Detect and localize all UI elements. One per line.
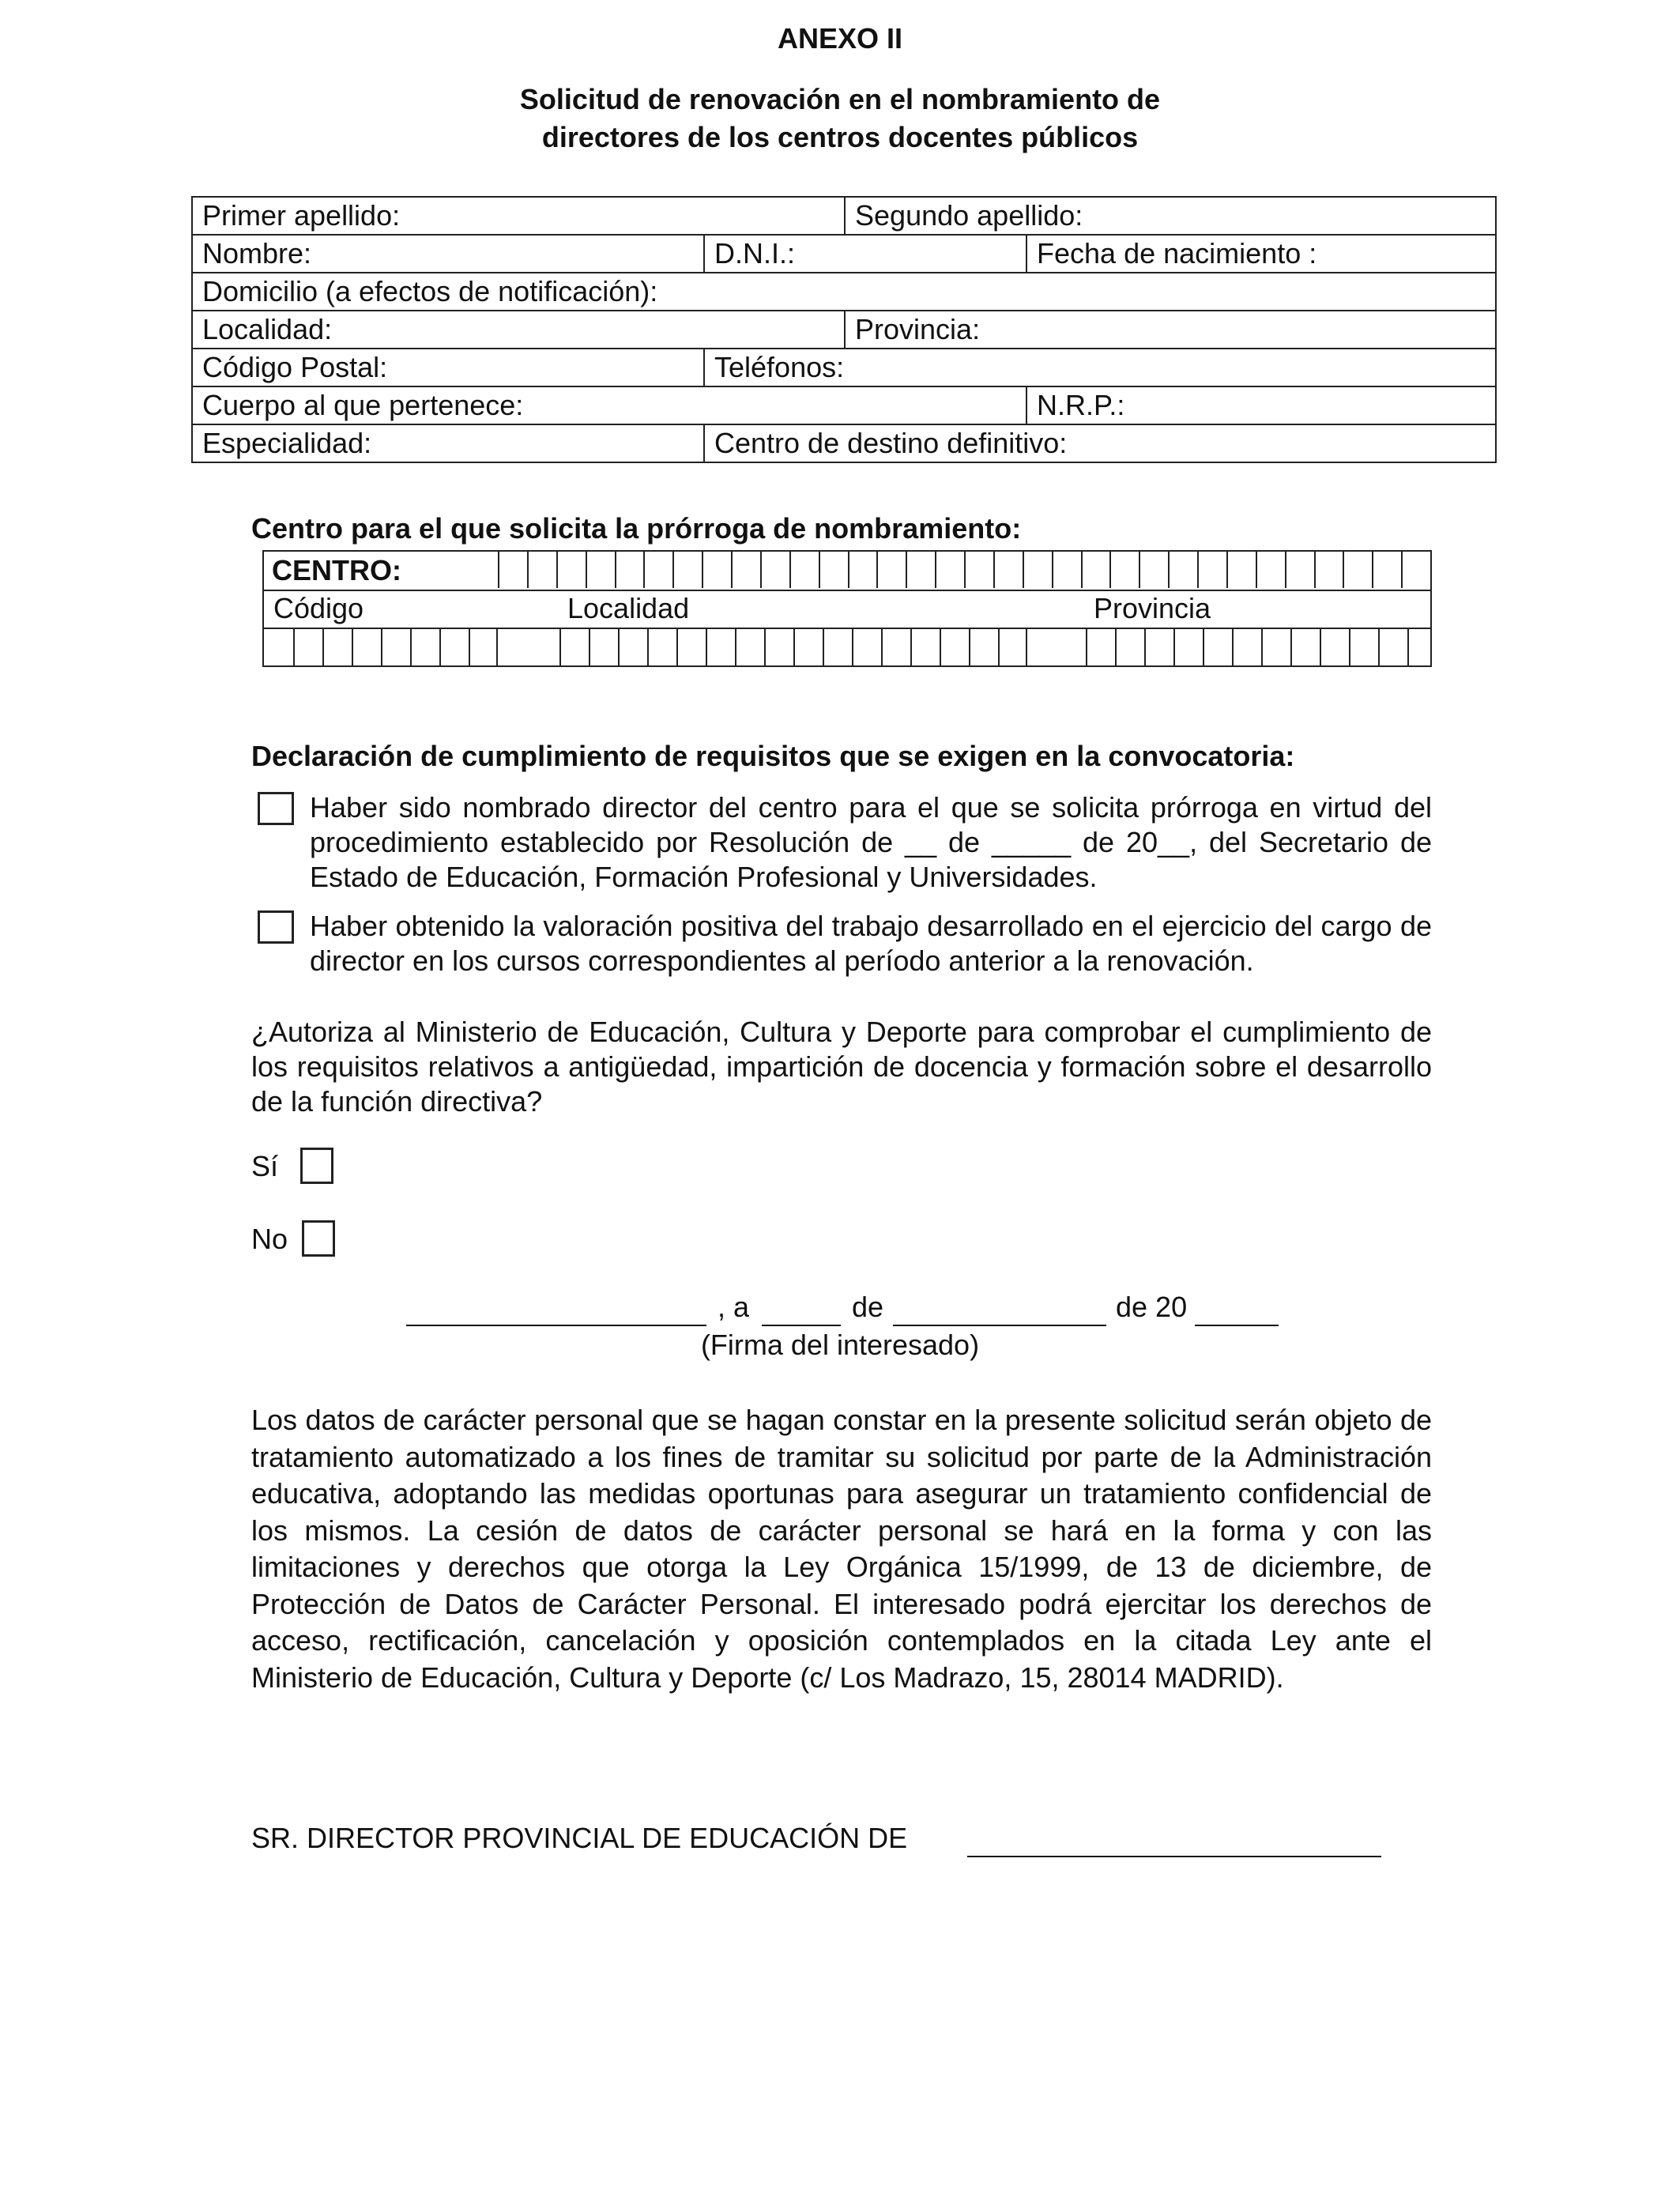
- char-box[interactable]: [1401, 552, 1430, 588]
- char-box[interactable]: [706, 628, 735, 665]
- char-box[interactable]: [1261, 628, 1290, 665]
- requisito-2-checkbox[interactable]: [258, 910, 294, 944]
- firma-caption: (Firma del interesado): [700, 1329, 980, 1361]
- fecha-nacimiento-field[interactable]: [1026, 235, 1496, 273]
- char-box[interactable]: [1232, 628, 1261, 665]
- char-box[interactable]: [906, 552, 935, 588]
- provincia-label: Provincia:: [855, 313, 981, 345]
- char-box[interactable]: [764, 628, 793, 665]
- domicilio-field[interactable]: [192, 273, 1496, 311]
- requisito-1-checkbox[interactable]: [258, 792, 294, 825]
- autorizacion-question: ¿Autoriza al Ministerio de Educación, Cultura y Deporte para comprobar el cumplimiento de los requisitos relativos a antigüedad, impartición de docencia y formación sobre el desarrollo de la función directiva?: [251, 1016, 1432, 1118]
- char-box[interactable]: [1256, 552, 1285, 588]
- declaracion-heading: Declaración de cumplimiento de requisitos que se exigen en la convocatoria:: [251, 740, 1295, 772]
- cuerpo-label: Cuerpo al que pertenece:: [202, 389, 524, 421]
- char-box[interactable]: [1372, 552, 1401, 588]
- char-box[interactable]: [789, 552, 819, 588]
- telefonos-field[interactable]: [704, 349, 1496, 386]
- char-box[interactable]: [293, 628, 322, 665]
- char-box[interactable]: [1226, 552, 1256, 588]
- telefonos-label: Teléfonos:: [714, 351, 845, 383]
- segundo-apellido-label: Segundo apellido:: [855, 199, 1083, 232]
- no-checkbox[interactable]: [302, 1220, 335, 1257]
- char-box[interactable]: [735, 628, 764, 665]
- char-box[interactable]: [1168, 552, 1197, 588]
- char-box[interactable]: [1109, 552, 1139, 588]
- nombre-label: Nombre:: [202, 237, 312, 270]
- localidad-field[interactable]: [192, 311, 845, 349]
- char-box[interactable]: [876, 552, 906, 588]
- requisito-2-text: Haber obtenido la valoración positiva del trabajo desarrollado en el ejercicio del cargo de director en los cursos correspondientes al período anterior a la renovación.: [310, 910, 1432, 977]
- char-box[interactable]: [1052, 552, 1081, 588]
- destinatario-label: SR. DIRECTOR PROVINCIAL DE EDUCACIÓN DE: [251, 1822, 908, 1854]
- anexo-heading: ANEXO II: [777, 22, 903, 55]
- form-title-line-2: directores de los centros docentes públicos: [541, 121, 1139, 153]
- char-box[interactable]: [964, 552, 993, 588]
- mes-blank[interactable]: [893, 1296, 1106, 1326]
- si-label: Sí: [251, 1150, 279, 1182]
- especialidad-label: Especialidad:: [202, 427, 372, 459]
- char-box[interactable]: [793, 628, 823, 665]
- char-box[interactable]: [410, 628, 439, 665]
- dni-field[interactable]: [704, 235, 1026, 273]
- char-box[interactable]: [998, 628, 1027, 665]
- char-box[interactable]: [1320, 628, 1349, 665]
- char-box[interactable]: [1349, 628, 1378, 665]
- no-label: No: [251, 1223, 288, 1255]
- localidad-cells[interactable]: [559, 628, 1027, 665]
- char-box[interactable]: [586, 552, 615, 588]
- provincia-destinatario-blank[interactable]: [967, 1827, 1381, 1857]
- centro-grid: [262, 550, 1432, 667]
- segundo-apellido-field[interactable]: [845, 197, 1496, 235]
- char-box[interactable]: [1115, 628, 1144, 665]
- cuerpo-field[interactable]: [192, 386, 1026, 424]
- firma-a-text: , a: [718, 1291, 750, 1323]
- nrp-field[interactable]: [1026, 386, 1496, 424]
- char-box[interactable]: [969, 628, 998, 665]
- char-box[interactable]: [322, 628, 352, 665]
- char-box[interactable]: [1023, 552, 1052, 588]
- char-box[interactable]: [1081, 552, 1110, 588]
- char-box[interactable]: [848, 552, 877, 588]
- primer-apellido-label: Primer apellido:: [202, 199, 401, 232]
- codigo-label: Código: [273, 592, 364, 624]
- char-box[interactable]: [527, 552, 556, 588]
- codigo-postal-field[interactable]: [192, 349, 704, 386]
- centro-label: CENTRO:: [272, 554, 401, 586]
- nombre-field[interactable]: [192, 235, 704, 273]
- firma-de-text-2: de 20: [1116, 1291, 1188, 1323]
- char-box[interactable]: [1343, 552, 1372, 588]
- char-box[interactable]: [615, 552, 644, 588]
- char-box[interactable]: [993, 552, 1023, 588]
- si-checkbox[interactable]: [300, 1148, 333, 1184]
- proteccion-datos-text: Los datos de carácter personal que se hagan constar en la presente solicitud serán objeto de tratamiento automatizado a los fines de tramitar su solicitud por parte de la Administración educativa, adoptando las medidas oportunas para asegurar un tratamiento confidencial de los mismos. La cesión de datos de carácter personal se hará en la forma y con las limitaciones y derechos que otorga la Ley Orgánica 15/1999, de 13 de diciembre, de Protección de Datos de Carácter Personal. El interesado podrá ejercitar los derechos de acceso, rectificación, cancelación y oposición contemplados en la citada Ley ante el Ministerio de Educación, Cultura y Deporte (c/ Los Madrazo, 15, 28014 MADRID).: [251, 1404, 1432, 1694]
- char-box[interactable]: [760, 552, 789, 588]
- nrp-label: N.R.P.:: [1037, 389, 1125, 421]
- personal-data-form: [191, 196, 1497, 463]
- char-box[interactable]: [498, 552, 527, 588]
- char-box[interactable]: [672, 552, 702, 588]
- localidad-code-label: Localidad: [567, 592, 690, 624]
- char-box[interactable]: [910, 628, 940, 665]
- char-box[interactable]: [643, 552, 672, 588]
- anio-blank[interactable]: [1195, 1296, 1279, 1326]
- domicilio-label: Domicilio (a efectos de notificación):: [202, 275, 658, 307]
- provincia-code-label: Provincia: [1094, 592, 1211, 624]
- char-box[interactable]: [940, 628, 969, 665]
- char-box[interactable]: [1197, 552, 1226, 588]
- requisito-1-text: Haber sido nombrado director del centro para el que se solicita prórroga en virtud del procedimiento establecido por Resolución de __ de _____ de 20__, del Secretario de Estado de Educación, Formación Profesional y Universidades.: [310, 791, 1432, 893]
- char-box[interactable]: [1203, 628, 1232, 665]
- char-box[interactable]: [352, 628, 381, 665]
- char-box[interactable]: [1407, 628, 1437, 665]
- codigo-cells[interactable]: [264, 628, 498, 665]
- char-box[interactable]: [469, 628, 498, 665]
- firma-de-text-1: de: [852, 1291, 884, 1323]
- especialidad-field[interactable]: [192, 424, 704, 462]
- char-box[interactable]: [589, 628, 618, 665]
- char-box[interactable]: [1144, 628, 1173, 665]
- lugar-blank[interactable]: [406, 1296, 706, 1326]
- char-box[interactable]: [731, 552, 760, 588]
- char-box[interactable]: [559, 628, 589, 665]
- centro-name-cells[interactable]: [498, 552, 1432, 588]
- char-box[interactable]: [1139, 552, 1168, 588]
- char-box[interactable]: [676, 628, 706, 665]
- char-box[interactable]: [852, 628, 881, 665]
- centro-destino-label: Centro de destino definitivo:: [714, 427, 1068, 459]
- char-box[interactable]: [381, 628, 410, 665]
- provincia-field[interactable]: [845, 311, 1496, 349]
- dni-label: D.N.I.:: [714, 237, 796, 270]
- char-box[interactable]: [439, 628, 469, 665]
- char-box[interactable]: [1290, 628, 1320, 665]
- char-box[interactable]: [823, 628, 852, 665]
- provincia-cells[interactable]: [1086, 628, 1437, 665]
- char-box[interactable]: [1173, 628, 1203, 665]
- char-box[interactable]: [264, 628, 293, 665]
- char-box[interactable]: [1285, 552, 1314, 588]
- fecha-nacimiento-label: Fecha de nacimiento :: [1037, 237, 1317, 270]
- localidad-label: Localidad:: [202, 313, 333, 345]
- centro-section-heading: Centro para el que solicita la prórroga de nombramiento:: [251, 512, 1022, 545]
- char-box[interactable]: [618, 628, 647, 665]
- dia-blank[interactable]: [762, 1296, 841, 1326]
- char-box[interactable]: [1378, 628, 1407, 665]
- char-box[interactable]: [556, 552, 586, 588]
- char-box[interactable]: [702, 552, 731, 588]
- char-box[interactable]: [1086, 628, 1115, 665]
- primer-apellido-field[interactable]: [192, 197, 845, 235]
- char-box[interactable]: [819, 552, 848, 588]
- char-box[interactable]: [881, 628, 910, 665]
- char-box[interactable]: [935, 552, 964, 588]
- codigo-postal-label: Código Postal:: [202, 351, 388, 383]
- char-box[interactable]: [647, 628, 676, 665]
- char-box[interactable]: [1314, 552, 1343, 588]
- centro-destino-field[interactable]: [704, 424, 1496, 462]
- form-title-line-1: Solicitud de renovación en el nombramiento de: [519, 83, 1161, 115]
